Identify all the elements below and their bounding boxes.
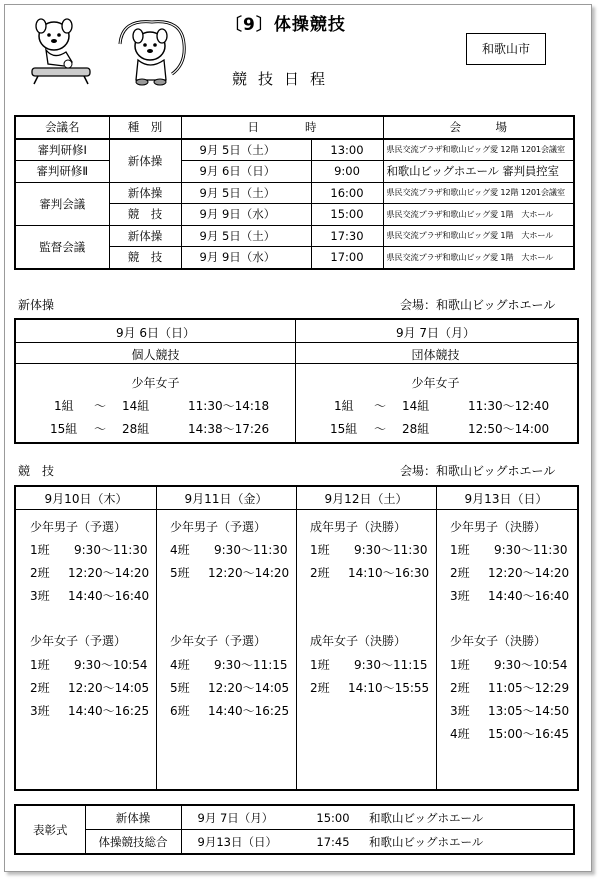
group-to: 28組 bbox=[122, 422, 150, 436]
header-cell: 会 場 bbox=[383, 116, 574, 139]
block-title: 少年男子（予選） bbox=[30, 520, 127, 534]
row-divider bbox=[16, 342, 577, 343]
meeting-date: 9月 9日（水） bbox=[181, 204, 311, 226]
mascot-pommel-horse-icon bbox=[26, 16, 96, 86]
meeting-name: 審判会議 bbox=[15, 182, 109, 225]
session-group: 2班 bbox=[450, 681, 470, 695]
meeting-type: 新体操 bbox=[109, 182, 181, 204]
session-group: 1班 bbox=[30, 543, 50, 557]
group-from: 1組 bbox=[334, 399, 354, 413]
session-group: 5班 bbox=[170, 681, 190, 695]
session-time: 9:30～11:30 bbox=[354, 543, 428, 557]
group-from: 1組 bbox=[54, 399, 74, 413]
group-time: 12:50～14:00 bbox=[468, 422, 550, 436]
header-cell: 種 別 bbox=[109, 116, 181, 139]
column-divider bbox=[156, 487, 157, 789]
session-time: 14:10～16:30 bbox=[348, 566, 430, 580]
session-time: 12:20～14:20 bbox=[208, 566, 290, 580]
meeting-name: 監督会議 bbox=[15, 225, 109, 269]
session-time: 9:30～11:15 bbox=[354, 658, 428, 672]
session-time: 14:10～15:55 bbox=[348, 681, 430, 695]
session-time: 15:00～16:45 bbox=[488, 727, 570, 741]
block-title: 成年女子（決勝） bbox=[310, 634, 407, 648]
rhythmic-venue: 会場：和歌山ビッグホエール bbox=[400, 298, 556, 312]
group-sep: ～ bbox=[94, 399, 107, 413]
rhythmic-schedule-box bbox=[14, 318, 579, 444]
meeting-name: 審判研修Ⅰ bbox=[15, 139, 109, 161]
meeting-date: 9月 9日（水） bbox=[181, 247, 311, 269]
group-sep: ～ bbox=[94, 422, 107, 436]
meeting-date: 9月 5日（土） bbox=[181, 225, 311, 247]
table-row bbox=[15, 225, 574, 247]
artistic-schedule-box bbox=[14, 485, 579, 791]
award-type: 新体操 bbox=[85, 805, 181, 830]
page-title: 〔9〕体操競技 bbox=[225, 15, 346, 35]
session-group: 1班 bbox=[30, 658, 50, 672]
award-venue: 和歌山ビッグホエール bbox=[363, 830, 574, 855]
mascot-ribbon-icon bbox=[112, 14, 192, 88]
session-group: 1班 bbox=[310, 658, 330, 672]
session-group: 4班 bbox=[170, 543, 190, 557]
group-sep: ～ bbox=[374, 399, 387, 413]
header-cell: 会議名 bbox=[15, 116, 109, 139]
session-group: 3班 bbox=[30, 589, 50, 603]
award-date: 9月 7日（月） bbox=[181, 805, 303, 830]
column-divider bbox=[436, 487, 437, 789]
session-group: 4班 bbox=[450, 727, 470, 741]
group-sep: ～ bbox=[374, 422, 387, 436]
meeting-time: 17:00 bbox=[311, 247, 383, 269]
session-group: 2班 bbox=[310, 681, 330, 695]
artistic-day-date: 9月11日（金） bbox=[184, 492, 268, 506]
session-time: 14:40～16:40 bbox=[68, 589, 150, 603]
award-time: 15:00 bbox=[303, 805, 363, 830]
meeting-type: 新体操 bbox=[109, 225, 181, 247]
meeting-venue: 県民交流プラザ和歌山ビッグ愛 1階 大ホール bbox=[383, 247, 574, 269]
artistic-day-date: 9月13日（日） bbox=[464, 492, 548, 506]
group-to: 14組 bbox=[402, 399, 430, 413]
session-group: 1班 bbox=[450, 543, 470, 557]
session-time: 9:30～11:30 bbox=[214, 543, 288, 557]
meeting-time: 17:30 bbox=[311, 225, 383, 247]
column-divider bbox=[296, 487, 297, 789]
meeting-venue: 県民交流プラザ和歌山ビッグ愛 12階 1201会議室 bbox=[383, 139, 574, 161]
group-to: 14組 bbox=[122, 399, 150, 413]
header-cell: 日 時 bbox=[181, 116, 383, 139]
session-group: 6班 bbox=[170, 704, 190, 718]
rhythmic-day-date: 9月 7日（月） bbox=[395, 326, 476, 340]
meeting-date: 9月 6日（日） bbox=[181, 161, 311, 183]
session-time: 12:20～14:20 bbox=[68, 566, 150, 580]
award-ceremony-table bbox=[14, 804, 575, 855]
session-time: 14:40～16:25 bbox=[208, 704, 290, 718]
session-time: 9:30～11:30 bbox=[494, 543, 568, 557]
session-time: 12:20～14:20 bbox=[488, 566, 570, 580]
table-row bbox=[15, 161, 574, 183]
table-row bbox=[15, 830, 574, 855]
table-header-row bbox=[15, 116, 574, 139]
session-group: 4班 bbox=[170, 658, 190, 672]
row-divider bbox=[16, 363, 577, 364]
meeting-time: 16:00 bbox=[311, 182, 383, 204]
session-time: 13:05～14:50 bbox=[488, 704, 570, 718]
award-date: 9月13日（日） bbox=[181, 830, 303, 855]
session-group: 2班 bbox=[310, 566, 330, 580]
meeting-time: 9:00 bbox=[311, 161, 383, 183]
block-title: 少年女子（予選） bbox=[30, 634, 127, 648]
block-title: 少年女子（予選） bbox=[170, 634, 267, 648]
block-title: 成年男子（決勝） bbox=[310, 520, 407, 534]
meeting-date: 9月 5日（土） bbox=[181, 139, 311, 161]
award-time: 17:45 bbox=[303, 830, 363, 855]
meeting-name: 審判研修Ⅱ bbox=[15, 161, 109, 183]
session-group: 5班 bbox=[170, 566, 190, 580]
meeting-date: 9月 5日（土） bbox=[181, 182, 311, 204]
meeting-venue: 県民交流プラザ和歌山ビッグ愛 12階 1201会議室 bbox=[383, 182, 574, 204]
table-row bbox=[15, 182, 574, 204]
session-group: 3班 bbox=[30, 704, 50, 718]
meeting-venue: 県民交流プラザ和歌山ビッグ愛 1階 大ホール bbox=[383, 225, 574, 247]
meeting-time: 15:00 bbox=[311, 204, 383, 226]
rhythmic-category: 少年女子 bbox=[411, 376, 460, 390]
block-title: 少年男子（予選） bbox=[170, 520, 267, 534]
page-subtitle: 競技日程 bbox=[232, 70, 337, 88]
session-time: 9:30～11:15 bbox=[214, 658, 288, 672]
session-time: 12:20～14:05 bbox=[68, 681, 150, 695]
group-from: 15組 bbox=[330, 422, 358, 436]
block-title: 少年男子（決勝） bbox=[450, 520, 547, 534]
award-venue: 和歌山ビッグホエール bbox=[363, 805, 574, 830]
artistic-day-date: 9月12日（土） bbox=[324, 492, 408, 506]
session-group: 3班 bbox=[450, 704, 470, 718]
rhythmic-event: 個人競技 bbox=[131, 348, 180, 362]
meeting-venue: 和歌山ビッグホエール 審判員控室 bbox=[383, 161, 574, 183]
session-time: 9:30～11:30 bbox=[74, 543, 148, 557]
table-row bbox=[15, 805, 574, 830]
rhythmic-day-date: 9月 6日（日） bbox=[115, 326, 196, 340]
artistic-section-label: 競 技 bbox=[18, 464, 55, 478]
group-time: 14:38～17:26 bbox=[188, 422, 270, 436]
session-group: 2班 bbox=[450, 566, 470, 580]
meeting-type: 競 技 bbox=[109, 247, 181, 269]
session-time: 14:40～16:40 bbox=[488, 589, 570, 603]
artistic-venue: 会場：和歌山ビッグホエール bbox=[400, 464, 556, 478]
city-label: 和歌山市 bbox=[466, 33, 546, 65]
artistic-day-date: 9月10日（木） bbox=[44, 492, 128, 506]
session-group: 1班 bbox=[450, 658, 470, 672]
block-title: 少年女子（決勝） bbox=[450, 634, 547, 648]
group-to: 28組 bbox=[402, 422, 430, 436]
session-time: 9:30～10:54 bbox=[74, 658, 148, 672]
award-type: 体操競技総合 bbox=[85, 830, 181, 855]
meeting-time: 13:00 bbox=[311, 139, 383, 161]
rhythmic-category: 少年女子 bbox=[131, 376, 180, 390]
award-label: 表彰式 bbox=[15, 805, 85, 854]
session-group: 2班 bbox=[30, 566, 50, 580]
group-time: 11:30～14:18 bbox=[188, 399, 270, 413]
rhythmic-event: 団体競技 bbox=[411, 348, 460, 362]
session-group: 2班 bbox=[30, 681, 50, 695]
meeting-type: 新体操 bbox=[109, 139, 181, 183]
group-from: 15組 bbox=[50, 422, 78, 436]
group-time: 11:30～12:40 bbox=[468, 399, 550, 413]
session-time: 9:30～10:54 bbox=[494, 658, 568, 672]
session-time: 11:05～12:29 bbox=[488, 681, 570, 695]
rhythmic-section-label: 新体操 bbox=[18, 298, 55, 312]
session-time: 14:40～16:25 bbox=[68, 704, 150, 718]
meeting-schedule-table bbox=[14, 115, 575, 270]
session-time: 12:20～14:05 bbox=[208, 681, 290, 695]
meeting-venue: 県民交流プラザ和歌山ビッグ愛 1階 大ホール bbox=[383, 204, 574, 226]
session-group: 3班 bbox=[450, 589, 470, 603]
session-group: 1班 bbox=[310, 543, 330, 557]
table-row bbox=[15, 139, 574, 161]
meeting-type: 競 技 bbox=[109, 204, 181, 226]
